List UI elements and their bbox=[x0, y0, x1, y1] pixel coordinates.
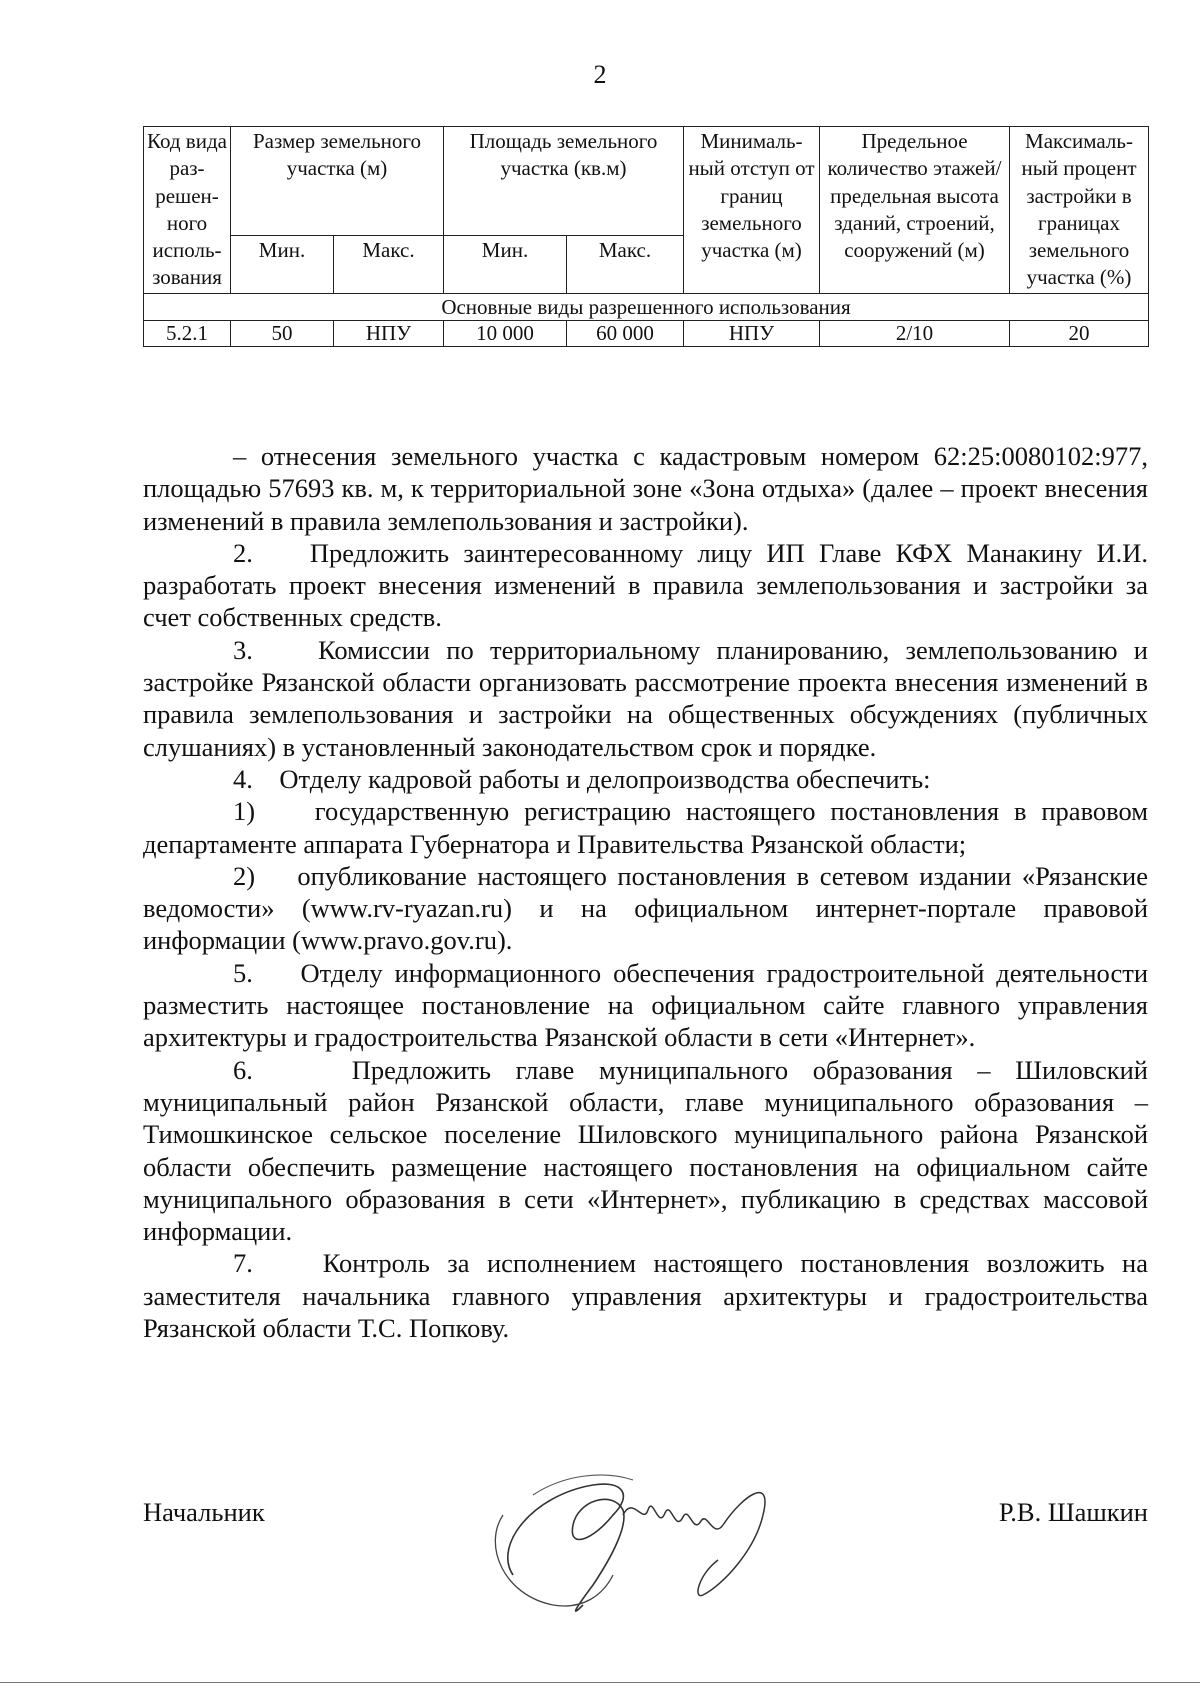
paragraph-6: 6. Предложить главе муниципального образования – Шиловский муниципальный район Рязанской области, главе муниципального образования – Тимошкинское сельское поселение Шиловского муниципального района Рязанской области обеспечить размещение настоящего постановления на официальном сайте муниципального образования в сети «Интернет», публикацию в средствах массовой информации. bbox=[143, 1054, 1148, 1247]
table-section-row bbox=[144, 293, 1149, 320]
cell-floors: 2/10 bbox=[820, 321, 1010, 347]
header-area-min: Мин. bbox=[444, 236, 567, 294]
header-area-max: Макс. bbox=[567, 236, 684, 294]
paragraph-1: – отнесения земельного участка с кадастровым номером 62:25:0080102:977, площадью 57693 кв. м, к территориальной зоне «Зона отдыха» (далее – проект внесения изменений в правила землепользования и застройки). bbox=[143, 441, 1148, 536]
section-label: Основные виды разрешенного использования bbox=[144, 293, 1149, 320]
paragraph-4-1: 1) государственную регистрацию настоящего постановления в правовом департаменте аппарата Губернатора и Правительства Рязанской области; bbox=[143, 796, 1148, 859]
signature-block bbox=[143, 1485, 1148, 1625]
handwritten-signature bbox=[473, 1455, 803, 1630]
header-size-max: Макс. bbox=[334, 236, 444, 294]
cell-setback: НПУ bbox=[684, 321, 820, 347]
cell-size-min: 50 bbox=[231, 321, 334, 347]
header-coverage: Максималь-ный процент застройки в границах земельного участка (%) bbox=[1010, 127, 1149, 294]
header-size: Размер земельного участка (м) bbox=[231, 127, 444, 236]
cell-coverage: 20 bbox=[1010, 321, 1149, 347]
header-code: Код вида раз-решен-ного исполь-зования bbox=[144, 127, 231, 294]
header-area: Площадь земельного участка (кв.м) bbox=[444, 127, 684, 236]
paragraph-7: 7. Контроль за исполнением настоящего постановления возложить на заместителя начальника главного управления архитектуры и градостроительства Рязанской области Т.С. Попкову. bbox=[143, 1248, 1148, 1344]
header-floors: Предельное количество этажей/ предельная высота зданий, строений, сооружений (м) bbox=[820, 127, 1010, 294]
cell-size-max: НПУ bbox=[334, 321, 444, 347]
paragraph-4-2: 2) опубликование настоящего постановления в сетевом издании «Рязанские ведомости» (www.rv-ryazan.ru) и на официальном интернет-портале правовой информации (www.pravo.gov.ru). bbox=[143, 860, 1148, 956]
header-setback: Минималь-ный отступ от границ земельного участка (м) bbox=[684, 127, 820, 294]
signatory-name: Р.В. Шашкин bbox=[998, 1497, 1148, 1527]
cell-code: 5.2.1 bbox=[144, 321, 231, 347]
table-header-row bbox=[144, 127, 1149, 236]
paragraph-5: 5. Отделу информационного обеспечения градостроительной деятельности разместить настоящее постановление на официальном сайте главного управления архитектуры и градостроительства Рязанской области в сети «Интернет». bbox=[143, 957, 1148, 1053]
page-bottom-edge bbox=[0, 1682, 1200, 1683]
paragraph-4: 4. Отделу кадровой работы и делопроизводства обеспечить: bbox=[233, 763, 931, 794]
header-size-min: Мин. bbox=[231, 236, 334, 294]
document-body bbox=[143, 440, 1148, 1344]
cell-area-min: 10 000 bbox=[444, 321, 567, 347]
table-row bbox=[144, 321, 1149, 347]
signatory-position: Начальник bbox=[143, 1497, 265, 1527]
paragraph-3: 3. Комиссии по территориальному планированию, землепользованию и застройке Рязанской области организовать рассмотрение проекта внесения изменений в правила землепользования и застройки на общественных обсуждениях (публичных слушаниях) в установленный законодательством срок и порядке. bbox=[143, 634, 1148, 762]
paragraph-2: 2. Предложить заинтересованному лицу ИП Главе КФХ Манакину И.И. разработать проект внесения изменений в правила землепользования и застройки за счет собственных средств. bbox=[143, 537, 1148, 633]
cell-area-max: 60 000 bbox=[567, 321, 684, 347]
page-number: 2 bbox=[593, 60, 607, 89]
land-parameters-table bbox=[143, 126, 1149, 347]
